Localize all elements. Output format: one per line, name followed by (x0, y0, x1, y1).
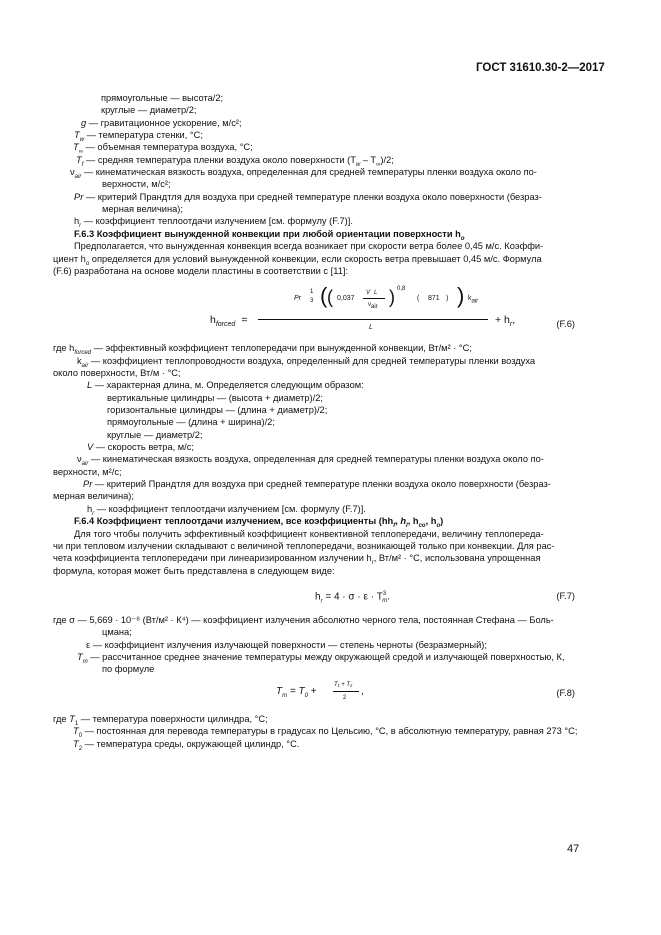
page-number: 47 (567, 843, 580, 855)
list-item: $k_{air}$ — коэффициент теплопроводности воздуха, определенный для средней температуры пленки воздуха (77, 356, 536, 369)
list-item: $\nu_{air}$ — кинематическая вязкость воздуха, определенная для средней температуры пленки воздуха около по- (77, 454, 544, 467)
list-item: цмана; (102, 627, 132, 637)
section-heading: F.6.4 Коэффициент теплоотдачи излучением, все коэффициенты ($hh_f$, $h_l$, $h_{co}$, $h_o$) (74, 516, 444, 529)
list-item: Pr — критерий Прандтля для воздуха при средней температуре пленки воздуха около поверхности (безраз- (83, 479, 551, 489)
list-item: $T_2$ — температура среды, окружающей цилиндр, °C. (73, 739, 300, 752)
list-item: прямоугольные — высота/2; (101, 93, 224, 103)
paragraph-line: Для того чтобы получить эффективный коэффициент конвективной теплопередачи, величину теплопереда- (74, 529, 544, 539)
formula-f8: $T_m = T_0$ + T₁ + T₂ 2 , (276, 682, 364, 701)
list-item: ε — коэффициент излучения излучающей поверхности — степень черноты (безразмерный); (86, 640, 487, 650)
list-item: g — гравитационное ускорение, м/с²; (81, 118, 242, 128)
paragraph-line: Предполагается, что вынужденная конвекция всегда возникает при скорости ветра более 0,45 м/с. Коэффи- (74, 241, 544, 251)
paragraph-line: формула, которая может быть представлена в следующем виде: (53, 566, 335, 576)
list-item: $T_\infty$ — объемная температура воздуха, °C; (73, 142, 253, 155)
list-item: верхности, м/с²; (102, 179, 171, 189)
paragraph-line: чи при тепловом излучении складывают с величиной теплопередачи, возникающей только при конвекции. Для рас- (53, 541, 555, 551)
paragraph-line: циент $h_o$ определяется для условий вынужденной конвекции, если скорость ветра превышает 0,45 м/с. Формула (53, 254, 542, 267)
list-item: верхности, м²/с; (53, 467, 122, 477)
equation-number: (F.8) (556, 688, 575, 698)
formula-f6: $h_{forced}$ = Pr 1 3 ( ( 0,037 V L $\nu_{air}$ ) 0,8 ( 871 ) ) $k_{air}$ L + $h_r$, (210, 283, 516, 331)
equation-number: (F.6) (556, 319, 575, 329)
list-item: $T_w$ — температура стенки, °C; (74, 130, 203, 143)
list-item: круглые — диаметр/2; (107, 430, 203, 440)
section-heading: F.6.3 Коэффициент вынужденной конвекции при любой ориентации поверхности $h_o$ (74, 229, 465, 242)
formula-f7: $h_r = 4 \cdot \sigma \cdot \varepsilon \cdot T^3_m$. (315, 591, 391, 605)
list-item: около поверхности, Вт/м · °C; (53, 368, 181, 378)
list-item: $T_m$ — рассчитанное среднее значение температуры между окружающей средой и излучающей поверхностью, К, (77, 652, 565, 665)
list-item: вертикальные цилиндры — (высота + диаметр)/2; (107, 393, 323, 403)
paragraph-line: чета коэффициента теплопередачи при линеаризированном излучении $h_r$, Вт/м² · °C, использована упрощенная (53, 553, 541, 566)
list-item: Pr — критерий Прандтля для воздуха при средней температуре пленки воздуха около поверхности (безраз- (74, 192, 542, 202)
list-item: $h_r$ — коэффициент теплоотдачи излучением [см. формулу (F.7)]. (87, 504, 366, 517)
list-item: где $T_1$ — температура поверхности цилиндра, °C; (53, 714, 268, 727)
list-item: $T_0$ — постоянная для перевода температуры в градусах по Цельсию, °C, в абсолютную температуру, равная 273 °C; (73, 726, 578, 739)
list-item: по формуле (102, 664, 155, 674)
equation-number: (F.7) (556, 591, 575, 601)
list-item: $T_f$ — средняя температура пленки воздуха около поверхности $(T_w - T_\infty)/2$; (76, 155, 394, 168)
list-item: где σ — 5,669 · 10⁻⁸ (Вт/м² · К⁴) — коэффициент излучения абсолютно черного тела, постоянная Стефана — Боль- (53, 615, 554, 625)
list-item: мерная величина); (53, 491, 134, 501)
list-item: L — характерная длина, м. Определяется следующим образом: (87, 380, 364, 390)
list-item: мерная величина); (102, 204, 183, 214)
list-item: V — скорость ветра, м/с; (87, 442, 194, 452)
document-header: ГОСТ 31610.30-2—2017 (476, 62, 605, 74)
list-item: горизонтальные цилиндры — (длина + диаметр)/2; (107, 405, 328, 415)
paragraph-line: (F.6) разработана на основе модели пластины в соответствии с [11]: (53, 266, 349, 276)
list-item: прямоугольные — (длина + ширина)/2; (107, 417, 275, 427)
list-item: $h_r$ — коэффициент теплоотдачи излучением [см. формулу (F.7)]. (74, 216, 353, 229)
list-item: $\nu_{air}$ — кинематическая вязкость воздуха, определенная для средней температуры пленки воздуха около по- (70, 167, 537, 180)
list-item: где $h_{forced}$ — эффективный коэффициент теплопередачи при вынужденной конвекции, Вт/м² · °C; (53, 343, 472, 356)
list-item: круглые — диаметр/2; (101, 105, 197, 115)
